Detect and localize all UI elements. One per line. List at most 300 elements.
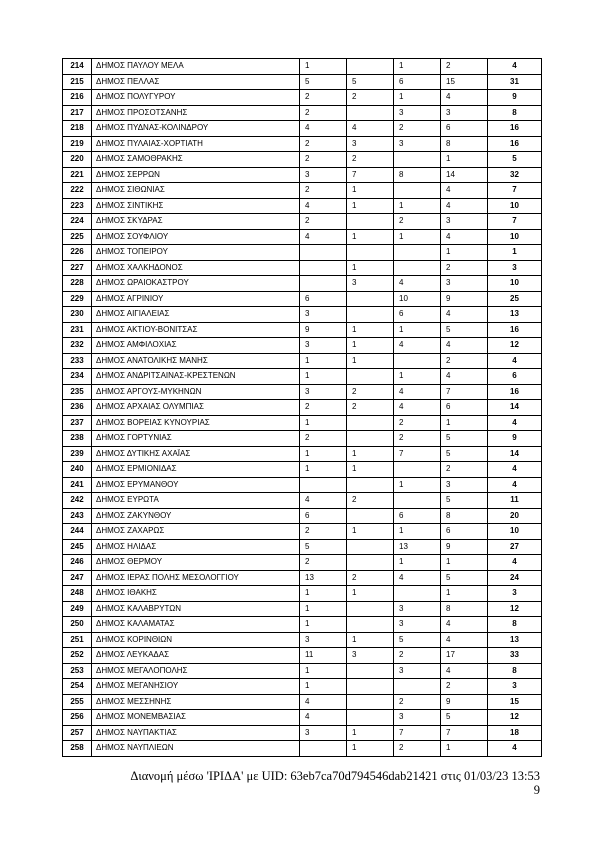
row-number-cell: 255 — [63, 694, 92, 710]
page-footer — [130, 769, 540, 797]
value-cell-1: 3 — [300, 307, 347, 323]
value-cell-3 — [394, 679, 441, 695]
value-cell-3: 2 — [394, 741, 441, 757]
total-cell: 3 — [488, 679, 542, 695]
value-cell-3: 1 — [394, 369, 441, 385]
value-cell-2 — [347, 369, 394, 385]
value-cell-4: 8 — [441, 136, 488, 152]
row-number-cell: 223 — [63, 198, 92, 214]
value-cell-3: 7 — [394, 725, 441, 741]
value-cell-1 — [300, 741, 347, 757]
table-row — [63, 245, 542, 261]
value-cell-2: 1 — [347, 524, 394, 540]
value-cell-1: 3 — [300, 632, 347, 648]
table-row — [63, 167, 542, 183]
table-row — [63, 291, 542, 307]
value-cell-2: 1 — [347, 741, 394, 757]
value-cell-1: 13 — [300, 570, 347, 586]
value-cell-4: 9 — [441, 694, 488, 710]
municipality-name-cell: ΔΗΜΟΣ ΤΟΠΕΙΡΟΥ — [92, 245, 300, 261]
table-row — [63, 648, 542, 664]
value-cell-3: 4 — [394, 384, 441, 400]
value-cell-4: 5 — [441, 446, 488, 462]
municipality-name-cell: ΔΗΜΟΣ ΒΟΡΕΙΑΣ ΚΥΝΟΥΡΙΑΣ — [92, 415, 300, 431]
value-cell-4: 1 — [441, 555, 488, 571]
municipality-name-cell: ΔΗΜΟΣ ΩΡΑΙΟΚΑΣΤΡΟΥ — [92, 276, 300, 292]
total-cell: 6 — [488, 369, 542, 385]
value-cell-1: 1 — [300, 679, 347, 695]
value-cell-2 — [347, 508, 394, 524]
table-row — [63, 59, 542, 75]
value-cell-3: 7 — [394, 446, 441, 462]
value-cell-2 — [347, 431, 394, 447]
table-row — [63, 90, 542, 106]
table-row — [63, 121, 542, 137]
value-cell-3: 3 — [394, 601, 441, 617]
table-row — [63, 446, 542, 462]
table-row — [63, 74, 542, 90]
value-cell-4: 5 — [441, 570, 488, 586]
row-number-cell: 231 — [63, 322, 92, 338]
table-row — [63, 601, 542, 617]
value-cell-3: 2 — [394, 431, 441, 447]
total-cell: 4 — [488, 741, 542, 757]
total-cell: 16 — [488, 121, 542, 137]
value-cell-3: 4 — [394, 276, 441, 292]
table-row — [63, 384, 542, 400]
total-cell: 4 — [488, 353, 542, 369]
value-cell-3: 2 — [394, 648, 441, 664]
value-cell-4: 3 — [441, 276, 488, 292]
total-cell: 25 — [488, 291, 542, 307]
value-cell-2: 2 — [347, 90, 394, 106]
value-cell-4: 6 — [441, 400, 488, 416]
row-number-cell: 230 — [63, 307, 92, 323]
value-cell-2: 5 — [347, 74, 394, 90]
total-cell: 9 — [488, 431, 542, 447]
total-cell: 10 — [488, 229, 542, 245]
value-cell-4: 3 — [441, 105, 488, 121]
value-cell-3: 5 — [394, 632, 441, 648]
value-cell-2 — [347, 477, 394, 493]
table-row — [63, 570, 542, 586]
value-cell-1: 4 — [300, 493, 347, 509]
value-cell-3: 6 — [394, 74, 441, 90]
row-number-cell: 215 — [63, 74, 92, 90]
value-cell-2: 2 — [347, 570, 394, 586]
row-number-cell: 238 — [63, 431, 92, 447]
value-cell-3: 1 — [394, 524, 441, 540]
municipality-name-cell: ΔΗΜΟΣ ΠΑΥΛΟΥ ΜΕΛΑ — [92, 59, 300, 75]
value-cell-3: 3 — [394, 136, 441, 152]
municipality-name-cell: ΔΗΜΟΣ ΚΟΡΙΝΘΙΩΝ — [92, 632, 300, 648]
table-row — [63, 539, 542, 555]
table-row — [63, 493, 542, 509]
value-cell-1: 2 — [300, 105, 347, 121]
value-cell-1: 1 — [300, 446, 347, 462]
value-cell-4: 4 — [441, 229, 488, 245]
value-cell-2: 2 — [347, 400, 394, 416]
value-cell-4: 5 — [441, 322, 488, 338]
row-number-cell: 221 — [63, 167, 92, 183]
value-cell-4: 5 — [441, 431, 488, 447]
value-cell-4: 5 — [441, 493, 488, 509]
value-cell-1: 2 — [300, 214, 347, 230]
value-cell-3 — [394, 183, 441, 199]
row-number-cell: 246 — [63, 555, 92, 571]
value-cell-3: 1 — [394, 477, 441, 493]
value-cell-1: 3 — [300, 338, 347, 354]
table-row — [63, 353, 542, 369]
municipality-name-cell: ΔΗΜΟΣ ΠΥΔΝΑΣ-ΚΟΛΙΝΔΡΟΥ — [92, 121, 300, 137]
value-cell-1: 1 — [300, 586, 347, 602]
table-row — [63, 617, 542, 633]
municipality-name-cell: ΔΗΜΟΣ ΖΑΚΥΝΘΟΥ — [92, 508, 300, 524]
value-cell-2 — [347, 214, 394, 230]
row-number-cell: 234 — [63, 369, 92, 385]
value-cell-4: 2 — [441, 260, 488, 276]
total-cell: 20 — [488, 508, 542, 524]
row-number-cell: 225 — [63, 229, 92, 245]
value-cell-2: 1 — [347, 338, 394, 354]
table-row — [63, 679, 542, 695]
total-cell: 8 — [488, 663, 542, 679]
value-cell-1: 1 — [300, 617, 347, 633]
value-cell-1 — [300, 245, 347, 261]
total-cell: 14 — [488, 400, 542, 416]
value-cell-3: 3 — [394, 710, 441, 726]
value-cell-1: 4 — [300, 694, 347, 710]
value-cell-1: 2 — [300, 136, 347, 152]
value-cell-1: 2 — [300, 400, 347, 416]
value-cell-3: 8 — [394, 167, 441, 183]
value-cell-2: 1 — [347, 353, 394, 369]
row-number-cell: 236 — [63, 400, 92, 416]
value-cell-4: 4 — [441, 338, 488, 354]
table-row — [63, 136, 542, 152]
municipality-name-cell: ΔΗΜΟΣ ΑΜΦΙΛΟΧΙΑΣ — [92, 338, 300, 354]
value-cell-1: 1 — [300, 353, 347, 369]
value-cell-4: 3 — [441, 477, 488, 493]
value-cell-3 — [394, 245, 441, 261]
table-row — [63, 524, 542, 540]
municipality-name-cell: ΔΗΜΟΣ ΝΑΥΠΑΚΤΙΑΣ — [92, 725, 300, 741]
row-number-cell: 251 — [63, 632, 92, 648]
value-cell-3: 3 — [394, 105, 441, 121]
value-cell-3 — [394, 152, 441, 168]
value-cell-3 — [394, 493, 441, 509]
row-number-cell: 235 — [63, 384, 92, 400]
page-number: 9 — [533, 783, 540, 797]
table-row — [63, 508, 542, 524]
value-cell-4: 1 — [441, 586, 488, 602]
value-cell-2 — [347, 617, 394, 633]
value-cell-2 — [347, 601, 394, 617]
municipality-name-cell: ΔΗΜΟΣ ΙΕΡΑΣ ΠΟΛΗΣ ΜΕΣΟΛΟΓΓΙΟΥ — [92, 570, 300, 586]
value-cell-2 — [347, 291, 394, 307]
municipality-name-cell: ΔΗΜΟΣ ΙΘΑΚΗΣ — [92, 586, 300, 602]
value-cell-4: 4 — [441, 183, 488, 199]
table-row — [63, 276, 542, 292]
value-cell-4: 9 — [441, 539, 488, 555]
value-cell-1: 1 — [300, 601, 347, 617]
municipality-name-cell: ΔΗΜΟΣ ΛΕΥΚΑΔΑΣ — [92, 648, 300, 664]
table-row — [63, 214, 542, 230]
value-cell-3: 1 — [394, 229, 441, 245]
value-cell-1: 4 — [300, 710, 347, 726]
municipality-name-cell: ΔΗΜΟΣ ΚΑΛΑΜΑΤΑΣ — [92, 617, 300, 633]
value-cell-4: 2 — [441, 59, 488, 75]
municipality-name-cell: ΔΗΜΟΣ ΗΛΙΔΑΣ — [92, 539, 300, 555]
value-cell-2: 1 — [347, 198, 394, 214]
row-number-cell: 226 — [63, 245, 92, 261]
value-cell-2: 1 — [347, 725, 394, 741]
table-row — [63, 725, 542, 741]
value-cell-4: 15 — [441, 74, 488, 90]
value-cell-1 — [300, 276, 347, 292]
value-cell-3: 2 — [394, 121, 441, 137]
total-cell: 14 — [488, 446, 542, 462]
municipality-name-cell: ΔΗΜΟΣ ΕΡΜΙΟΝΙΔΑΣ — [92, 462, 300, 478]
row-number-cell: 244 — [63, 524, 92, 540]
value-cell-4: 4 — [441, 632, 488, 648]
total-cell: 24 — [488, 570, 542, 586]
value-cell-1: 1 — [300, 59, 347, 75]
value-cell-1: 3 — [300, 167, 347, 183]
value-cell-3 — [394, 353, 441, 369]
value-cell-4: 1 — [441, 245, 488, 261]
municipality-name-cell: ΔΗΜΟΣ ΕΥΡΩΤΑ — [92, 493, 300, 509]
municipality-name-cell: ΔΗΜΟΣ ΔΥΤΙΚΗΣ ΑΧΑΪΑΣ — [92, 446, 300, 462]
value-cell-2 — [347, 663, 394, 679]
total-cell: 10 — [488, 276, 542, 292]
row-number-cell: 245 — [63, 539, 92, 555]
row-number-cell: 218 — [63, 121, 92, 137]
row-number-cell: 224 — [63, 214, 92, 230]
total-cell: 8 — [488, 617, 542, 633]
value-cell-4: 1 — [441, 415, 488, 431]
value-cell-4: 6 — [441, 524, 488, 540]
value-cell-1: 2 — [300, 90, 347, 106]
value-cell-3: 3 — [394, 617, 441, 633]
table-row — [63, 229, 542, 245]
row-number-cell: 249 — [63, 601, 92, 617]
table-row — [63, 105, 542, 121]
table-row — [63, 152, 542, 168]
value-cell-2: 1 — [347, 260, 394, 276]
table-row — [63, 431, 542, 447]
value-cell-1: 2 — [300, 152, 347, 168]
value-cell-4: 8 — [441, 601, 488, 617]
row-number-cell: 248 — [63, 586, 92, 602]
municipality-name-cell: ΔΗΜΟΣ ΠΟΛΥΓΥΡΟΥ — [92, 90, 300, 106]
value-cell-2: 2 — [347, 384, 394, 400]
value-cell-4: 4 — [441, 307, 488, 323]
value-cell-1: 3 — [300, 725, 347, 741]
total-cell: 3 — [488, 586, 542, 602]
table-row — [63, 632, 542, 648]
municipality-name-cell: ΔΗΜΟΣ ΠΕΛΛΑΣ — [92, 74, 300, 90]
municipality-name-cell: ΔΗΜΟΣ ΣΙΝΤΙΚΗΣ — [92, 198, 300, 214]
value-cell-3: 4 — [394, 338, 441, 354]
table-row — [63, 694, 542, 710]
row-number-cell: 228 — [63, 276, 92, 292]
table-row — [63, 183, 542, 199]
total-cell: 13 — [488, 632, 542, 648]
municipality-name-cell: ΔΗΜΟΣ ΖΑΧΑΡΩΣ — [92, 524, 300, 540]
table-row — [63, 663, 542, 679]
value-cell-3: 2 — [394, 214, 441, 230]
total-cell: 27 — [488, 539, 542, 555]
value-cell-2: 7 — [347, 167, 394, 183]
value-cell-2: 4 — [347, 121, 394, 137]
value-cell-2 — [347, 59, 394, 75]
value-cell-2: 3 — [347, 648, 394, 664]
total-cell: 4 — [488, 477, 542, 493]
value-cell-2: 1 — [347, 586, 394, 602]
value-cell-2 — [347, 694, 394, 710]
row-number-cell: 257 — [63, 725, 92, 741]
total-cell: 10 — [488, 198, 542, 214]
table-row — [63, 307, 542, 323]
value-cell-3 — [394, 260, 441, 276]
value-cell-4: 1 — [441, 152, 488, 168]
value-cell-4: 4 — [441, 90, 488, 106]
row-number-cell: 256 — [63, 710, 92, 726]
value-cell-2: 3 — [347, 276, 394, 292]
total-cell: 16 — [488, 384, 542, 400]
row-number-cell: 240 — [63, 462, 92, 478]
municipality-name-cell: ΔΗΜΟΣ ΠΡΟΣΟΤΣΑΝΗΣ — [92, 105, 300, 121]
value-cell-1: 6 — [300, 291, 347, 307]
total-cell: 31 — [488, 74, 542, 90]
distribution-note: Διανομή μέσω 'ΙΡΙΔΑ' με UID: 63eb7ca70d794546dab21421 στις 01/03/23 13:53 — [130, 769, 540, 783]
value-cell-2 — [347, 105, 394, 121]
value-cell-3: 13 — [394, 539, 441, 555]
value-cell-2: 1 — [347, 632, 394, 648]
total-cell: 32 — [488, 167, 542, 183]
municipality-name-cell: ΔΗΜΟΣ ΑΙΓΙΑΛΕΙΑΣ — [92, 307, 300, 323]
value-cell-2: 1 — [347, 229, 394, 245]
row-number-cell: 254 — [63, 679, 92, 695]
value-cell-3: 10 — [394, 291, 441, 307]
value-cell-3: 6 — [394, 307, 441, 323]
value-cell-3: 6 — [394, 508, 441, 524]
value-cell-1: 6 — [300, 508, 347, 524]
table-row — [63, 462, 542, 478]
municipality-name-cell: ΔΗΜΟΣ ΕΡΥΜΑΝΘΟΥ — [92, 477, 300, 493]
value-cell-4: 2 — [441, 462, 488, 478]
total-cell: 12 — [488, 710, 542, 726]
total-cell: 16 — [488, 136, 542, 152]
table-row — [63, 400, 542, 416]
value-cell-3: 2 — [394, 694, 441, 710]
municipality-name-cell: ΔΗΜΟΣ ΑΝΑΤΟΛΙΚΗΣ ΜΑΝΗΣ — [92, 353, 300, 369]
municipality-name-cell: ΔΗΜΟΣ ΠΥΛΑΙΑΣ-ΧΟΡΤΙΑΤΗ — [92, 136, 300, 152]
municipality-name-cell: ΔΗΜΟΣ ΜΕΓΑΛΟΠΟΛΗΣ — [92, 663, 300, 679]
value-cell-1: 1 — [300, 415, 347, 431]
value-cell-3: 1 — [394, 59, 441, 75]
municipality-name-cell: ΔΗΜΟΣ ΜΟΝΕΜΒΑΣΙΑΣ — [92, 710, 300, 726]
value-cell-2: 1 — [347, 183, 394, 199]
value-cell-1: 1 — [300, 369, 347, 385]
table-row — [63, 322, 542, 338]
municipality-name-cell: ΔΗΜΟΣ ΣΚΥΔΡΑΣ — [92, 214, 300, 230]
total-cell: 4 — [488, 462, 542, 478]
row-number-cell: 227 — [63, 260, 92, 276]
value-cell-3 — [394, 586, 441, 602]
value-cell-1: 2 — [300, 431, 347, 447]
municipalities-table — [62, 58, 542, 757]
value-cell-4: 5 — [441, 710, 488, 726]
row-number-cell: 220 — [63, 152, 92, 168]
value-cell-4: 2 — [441, 679, 488, 695]
value-cell-3: 1 — [394, 90, 441, 106]
total-cell: 4 — [488, 59, 542, 75]
value-cell-4: 6 — [441, 121, 488, 137]
municipality-name-cell: ΔΗΜΟΣ ΝΑΥΠΛΙΕΩΝ — [92, 741, 300, 757]
value-cell-1: 4 — [300, 121, 347, 137]
value-cell-1: 4 — [300, 198, 347, 214]
value-cell-1: 9 — [300, 322, 347, 338]
value-cell-1: 4 — [300, 229, 347, 245]
value-cell-3: 1 — [394, 555, 441, 571]
value-cell-4: 4 — [441, 617, 488, 633]
value-cell-1: 5 — [300, 539, 347, 555]
value-cell-4: 9 — [441, 291, 488, 307]
total-cell: 10 — [488, 524, 542, 540]
value-cell-2: 2 — [347, 493, 394, 509]
value-cell-2: 1 — [347, 462, 394, 478]
value-cell-1 — [300, 260, 347, 276]
table-row — [63, 369, 542, 385]
row-number-cell: 242 — [63, 493, 92, 509]
total-cell: 16 — [488, 322, 542, 338]
total-cell: 12 — [488, 601, 542, 617]
total-cell: 12 — [488, 338, 542, 354]
value-cell-3: 2 — [394, 415, 441, 431]
row-number-cell: 217 — [63, 105, 92, 121]
total-cell: 7 — [488, 214, 542, 230]
value-cell-1 — [300, 477, 347, 493]
value-cell-2: 1 — [347, 446, 394, 462]
value-cell-2: 3 — [347, 136, 394, 152]
table-row — [63, 710, 542, 726]
value-cell-3 — [394, 462, 441, 478]
table-row — [63, 477, 542, 493]
municipality-name-cell: ΔΗΜΟΣ ΑΡΧΑΙΑΣ ΟΛΥΜΠΙΑΣ — [92, 400, 300, 416]
value-cell-2: 1 — [347, 322, 394, 338]
value-cell-4: 7 — [441, 384, 488, 400]
row-number-cell: 243 — [63, 508, 92, 524]
municipality-name-cell: ΔΗΜΟΣ ΑΡΓΟΥΣ-ΜΥΚΗΝΩΝ — [92, 384, 300, 400]
table-row — [63, 555, 542, 571]
total-cell: 1 — [488, 245, 542, 261]
value-cell-1: 1 — [300, 663, 347, 679]
total-cell: 4 — [488, 415, 542, 431]
municipality-name-cell: ΔΗΜΟΣ ΣΙΘΩΝΙΑΣ — [92, 183, 300, 199]
total-cell: 3 — [488, 260, 542, 276]
value-cell-3: 4 — [394, 400, 441, 416]
row-number-cell: 258 — [63, 741, 92, 757]
value-cell-4: 2 — [441, 353, 488, 369]
row-number-cell: 229 — [63, 291, 92, 307]
municipality-name-cell: ΔΗΜΟΣ ΑΚΤΙΟΥ-ΒΟΝΙΤΣΑΣ — [92, 322, 300, 338]
value-cell-1: 5 — [300, 74, 347, 90]
value-cell-2 — [347, 415, 394, 431]
table-body — [63, 59, 542, 757]
municipality-name-cell: ΔΗΜΟΣ ΓΟΡΤΥΝΙΑΣ — [92, 431, 300, 447]
